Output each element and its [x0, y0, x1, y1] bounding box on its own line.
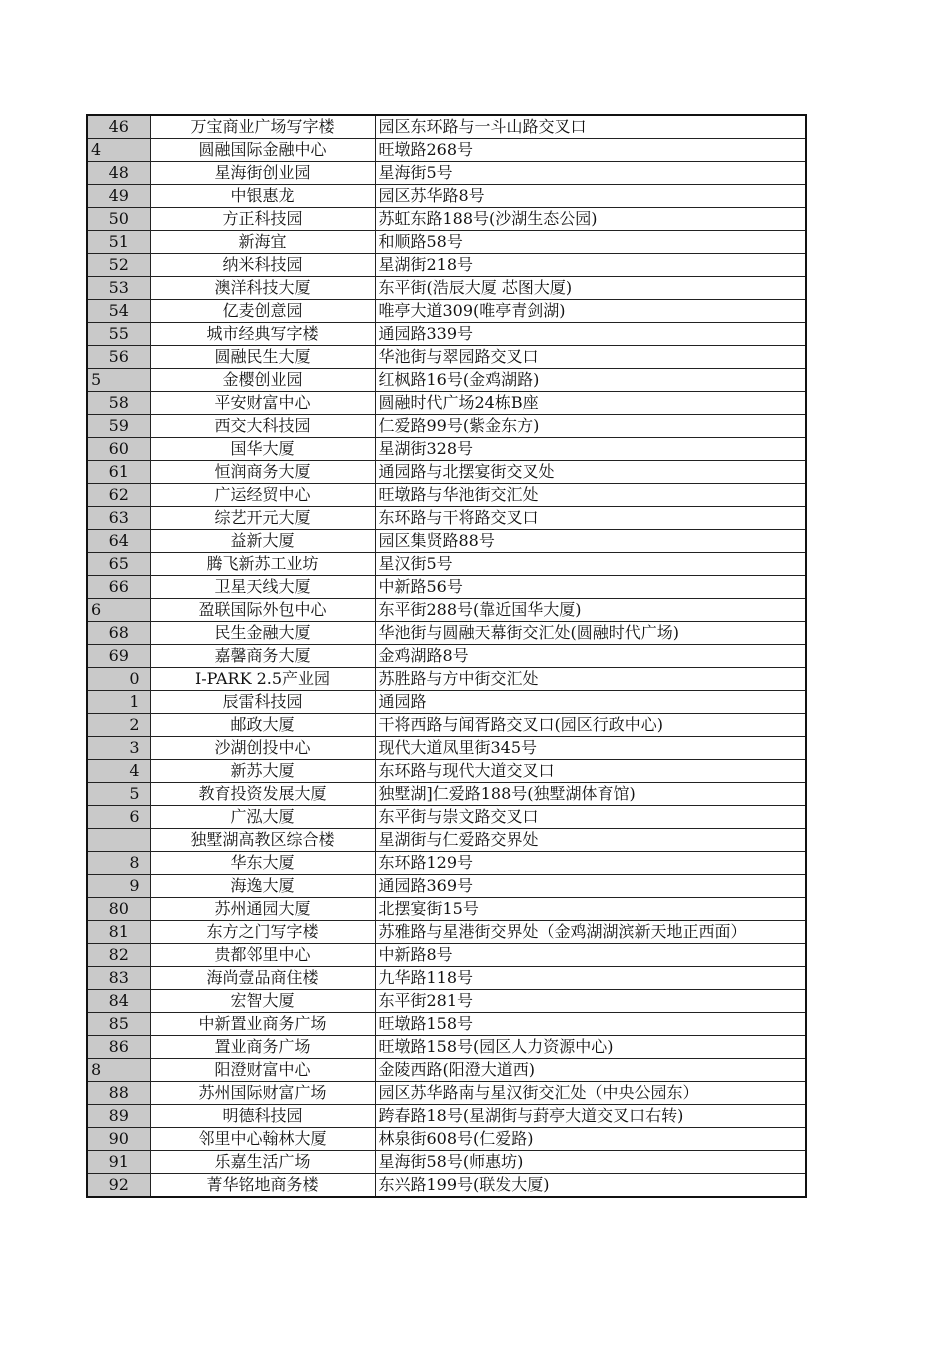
row-number-cell: 5 [87, 783, 150, 806]
building-name-cell: 圆融国际金融中心 [150, 139, 375, 162]
row-number-cell: 63 [87, 507, 150, 530]
table-row [87, 783, 806, 806]
row-number-cell [87, 829, 150, 852]
building-name-cell: 新海宜 [150, 231, 375, 254]
row-number-cell: 52 [87, 254, 150, 277]
building-name-cell: 圆融民生大厦 [150, 346, 375, 369]
table-row [87, 254, 806, 277]
building-name-cell: 东方之门写字楼 [150, 921, 375, 944]
row-number-cell: 6 [87, 599, 150, 622]
building-name-cell: 金樱创业园 [150, 369, 375, 392]
address-cell: 东平街288号(靠近国华大厦) [375, 599, 806, 622]
building-name-cell: 益新大厦 [150, 530, 375, 553]
table-row [87, 622, 806, 645]
row-number-cell: 53 [87, 277, 150, 300]
address-cell: 九华路118号 [375, 967, 806, 990]
address-cell: 星湖街218号 [375, 254, 806, 277]
address-cell: 金陵西路(阳澄大道西) [375, 1059, 806, 1082]
table-row [87, 760, 806, 783]
row-number-cell: 0 [87, 668, 150, 691]
table-row [87, 1105, 806, 1128]
building-name-cell: 置业商务广场 [150, 1036, 375, 1059]
row-number-cell: 84 [87, 990, 150, 1013]
building-name-cell: 新苏大厦 [150, 760, 375, 783]
building-name-cell: 宏智大厦 [150, 990, 375, 1013]
table-row [87, 1174, 806, 1198]
table-row [87, 507, 806, 530]
table-row [87, 185, 806, 208]
building-name-cell: 辰雷科技园 [150, 691, 375, 714]
address-cell: 跨春路18号(星湖街与葑亭大道交叉口右转) [375, 1105, 806, 1128]
table-row [87, 1036, 806, 1059]
address-cell: 仁爱路99号(紫金东方) [375, 415, 806, 438]
table-row [87, 484, 806, 507]
building-name-cell: 腾飞新苏工业坊 [150, 553, 375, 576]
table-row [87, 576, 806, 599]
address-cell: 东平街与崇文路交叉口 [375, 806, 806, 829]
address-cell: 旺墩路268号 [375, 139, 806, 162]
table-row [87, 852, 806, 875]
row-number-cell: 62 [87, 484, 150, 507]
address-cell: 旺墩路158号 [375, 1013, 806, 1036]
row-number-cell: 55 [87, 323, 150, 346]
row-number-cell: 9 [87, 875, 150, 898]
row-number-cell: 80 [87, 898, 150, 921]
building-name-cell: 邮政大厦 [150, 714, 375, 737]
row-number-cell: 54 [87, 300, 150, 323]
building-name-cell: 城市经典写字楼 [150, 323, 375, 346]
row-number-cell: 46 [87, 115, 150, 139]
table-row [87, 737, 806, 760]
row-number-cell: 68 [87, 622, 150, 645]
building-name-cell: 广泓大厦 [150, 806, 375, 829]
table-row [87, 1059, 806, 1082]
row-number-cell: 4 [87, 760, 150, 783]
table-row [87, 346, 806, 369]
table-row [87, 208, 806, 231]
address-cell: 华池街与圆融天幕街交汇处(圆融时代广场) [375, 622, 806, 645]
table-row [87, 668, 806, 691]
building-name-cell: 贵都邻里中心 [150, 944, 375, 967]
table-row [87, 1151, 806, 1174]
table-row [87, 875, 806, 898]
address-cell: 华池街与翠园路交叉口 [375, 346, 806, 369]
row-number-cell: 92 [87, 1174, 150, 1198]
table-row [87, 553, 806, 576]
row-number-cell: 48 [87, 162, 150, 185]
table-body [87, 115, 806, 1197]
address-cell: 园区东环路与一斗山路交叉口 [375, 115, 806, 139]
row-number-cell: 91 [87, 1151, 150, 1174]
building-name-cell: 恒润商务大厦 [150, 461, 375, 484]
address-cell: 园区集贤路88号 [375, 530, 806, 553]
building-name-cell: 独墅湖高教区综合楼 [150, 829, 375, 852]
table-row [87, 392, 806, 415]
row-number-cell: 5 [87, 369, 150, 392]
row-number-cell: 51 [87, 231, 150, 254]
row-number-cell: 60 [87, 438, 150, 461]
row-number-cell: 8 [87, 1059, 150, 1082]
row-number-cell: 82 [87, 944, 150, 967]
building-name-cell: 沙湖创投中心 [150, 737, 375, 760]
building-name-cell: 苏州国际财富广场 [150, 1082, 375, 1105]
address-cell: 现代大道凤里街345号 [375, 737, 806, 760]
building-name-cell: 万宝商业广场写字楼 [150, 115, 375, 139]
building-name-cell: 海逸大厦 [150, 875, 375, 898]
address-cell: 金鸡湖路8号 [375, 645, 806, 668]
address-cell: 苏雅路与星港街交界处（金鸡湖湖滨新天地正西面） [375, 921, 806, 944]
address-cell: 独墅湖]仁爱路188号(独墅湖体育馆) [375, 783, 806, 806]
address-cell: 东兴路199号(联发大厦) [375, 1174, 806, 1198]
building-name-cell: 星海街创业园 [150, 162, 375, 185]
building-name-cell: 平安财富中心 [150, 392, 375, 415]
table-row [87, 921, 806, 944]
row-number-cell: 89 [87, 1105, 150, 1128]
row-number-cell: 61 [87, 461, 150, 484]
building-name-cell: 华东大厦 [150, 852, 375, 875]
table-row [87, 231, 806, 254]
address-cell: 东平街281号 [375, 990, 806, 1013]
table-row [87, 599, 806, 622]
row-number-cell: 85 [87, 1013, 150, 1036]
row-number-cell: 49 [87, 185, 150, 208]
table-row [87, 967, 806, 990]
row-number-cell: 66 [87, 576, 150, 599]
row-number-cell: 56 [87, 346, 150, 369]
building-name-cell: 方正科技园 [150, 208, 375, 231]
building-name-cell: 国华大厦 [150, 438, 375, 461]
table-row [87, 691, 806, 714]
address-cell: 中新路8号 [375, 944, 806, 967]
row-number-cell: 3 [87, 737, 150, 760]
address-cell: 园区苏华路南与星汉街交汇处（中央公园东） [375, 1082, 806, 1105]
table-row [87, 115, 806, 139]
address-cell: 东平街(浩辰大厦 芯图大厦) [375, 277, 806, 300]
building-name-cell: 中银惠龙 [150, 185, 375, 208]
address-cell: 旺墩路158号(园区人力资源中心) [375, 1036, 806, 1059]
address-cell: 北摆宴街15号 [375, 898, 806, 921]
table-row [87, 829, 806, 852]
address-cell: 园区苏华路8号 [375, 185, 806, 208]
building-name-cell: 菁华铭地商务楼 [150, 1174, 375, 1198]
address-cell: 红枫路16号(金鸡湖路) [375, 369, 806, 392]
address-cell: 苏胜路与方中街交汇处 [375, 668, 806, 691]
building-name-cell: 海尚壹品商住楼 [150, 967, 375, 990]
table-row [87, 944, 806, 967]
address-cell: 星海街58号(师惠坊) [375, 1151, 806, 1174]
row-number-cell: 6 [87, 806, 150, 829]
row-number-cell: 88 [87, 1082, 150, 1105]
table-row [87, 1013, 806, 1036]
building-name-cell: 苏州通园大厦 [150, 898, 375, 921]
table-row [87, 898, 806, 921]
building-name-cell: 教育投资发展大厦 [150, 783, 375, 806]
row-number-cell: 90 [87, 1128, 150, 1151]
table-row [87, 461, 806, 484]
table-row [87, 990, 806, 1013]
table-row [87, 645, 806, 668]
address-cell: 中新路56号 [375, 576, 806, 599]
table-row [87, 1128, 806, 1151]
building-name-cell: 邻里中心翰林大厦 [150, 1128, 375, 1151]
row-number-cell: 59 [87, 415, 150, 438]
table-row [87, 369, 806, 392]
address-cell: 东环路与干将路交叉口 [375, 507, 806, 530]
building-name-cell: 西交大科技园 [150, 415, 375, 438]
row-number-cell: 8 [87, 852, 150, 875]
address-cell: 通园路与北摆宴街交叉处 [375, 461, 806, 484]
row-number-cell: 58 [87, 392, 150, 415]
address-cell: 星湖街328号 [375, 438, 806, 461]
row-number-cell: 2 [87, 714, 150, 737]
table-row [87, 1082, 806, 1105]
address-cell: 星湖街与仁爱路交界处 [375, 829, 806, 852]
address-cell: 东环路与现代大道交叉口 [375, 760, 806, 783]
building-name-cell: I-PARK 2.5产业园 [150, 668, 375, 691]
address-cell: 圆融时代广场24栋B座 [375, 392, 806, 415]
row-number-cell: 81 [87, 921, 150, 944]
table-row [87, 530, 806, 553]
row-number-cell: 65 [87, 553, 150, 576]
address-cell: 星汉街5号 [375, 553, 806, 576]
table-row [87, 714, 806, 737]
address-cell: 和顺路58号 [375, 231, 806, 254]
building-name-cell: 民生金融大厦 [150, 622, 375, 645]
address-cell: 星海街5号 [375, 162, 806, 185]
building-name-cell: 中新置业商务广场 [150, 1013, 375, 1036]
building-name-cell: 嘉馨商务大厦 [150, 645, 375, 668]
row-number-cell: 50 [87, 208, 150, 231]
address-cell: 东环路129号 [375, 852, 806, 875]
address-cell: 通园路369号 [375, 875, 806, 898]
address-cell: 通园路339号 [375, 323, 806, 346]
row-number-cell: 1 [87, 691, 150, 714]
building-name-cell: 乐嘉生活广场 [150, 1151, 375, 1174]
building-name-cell: 盈联国际外包中心 [150, 599, 375, 622]
building-name-cell: 澳洋科技大厦 [150, 277, 375, 300]
table-row [87, 323, 806, 346]
building-name-cell: 阳澄财富中心 [150, 1059, 375, 1082]
row-number-cell: 83 [87, 967, 150, 990]
row-number-cell: 86 [87, 1036, 150, 1059]
building-name-cell: 亿麦创意园 [150, 300, 375, 323]
table-row [87, 806, 806, 829]
address-cell: 唯亭大道309(唯亭青剑湖) [375, 300, 806, 323]
building-address-table [86, 114, 807, 1198]
table-row [87, 277, 806, 300]
building-name-cell: 卫星天线大厦 [150, 576, 375, 599]
row-number-cell: 69 [87, 645, 150, 668]
table-row [87, 139, 806, 162]
building-name-cell: 明德科技园 [150, 1105, 375, 1128]
building-name-cell: 纳米科技园 [150, 254, 375, 277]
table-row [87, 162, 806, 185]
row-number-cell: 4 [87, 139, 150, 162]
table-row [87, 300, 806, 323]
address-cell: 旺墩路与华池街交汇处 [375, 484, 806, 507]
table-row [87, 415, 806, 438]
building-name-cell: 综艺开元大厦 [150, 507, 375, 530]
address-cell: 干将西路与闻胥路交叉口(园区行政中心) [375, 714, 806, 737]
address-cell: 通园路 [375, 691, 806, 714]
address-cell: 林泉街608号(仁爱路) [375, 1128, 806, 1151]
table-row [87, 438, 806, 461]
row-number-cell: 64 [87, 530, 150, 553]
address-cell: 苏虹东路188号(沙湖生态公园) [375, 208, 806, 231]
building-name-cell: 广运经贸中心 [150, 484, 375, 507]
